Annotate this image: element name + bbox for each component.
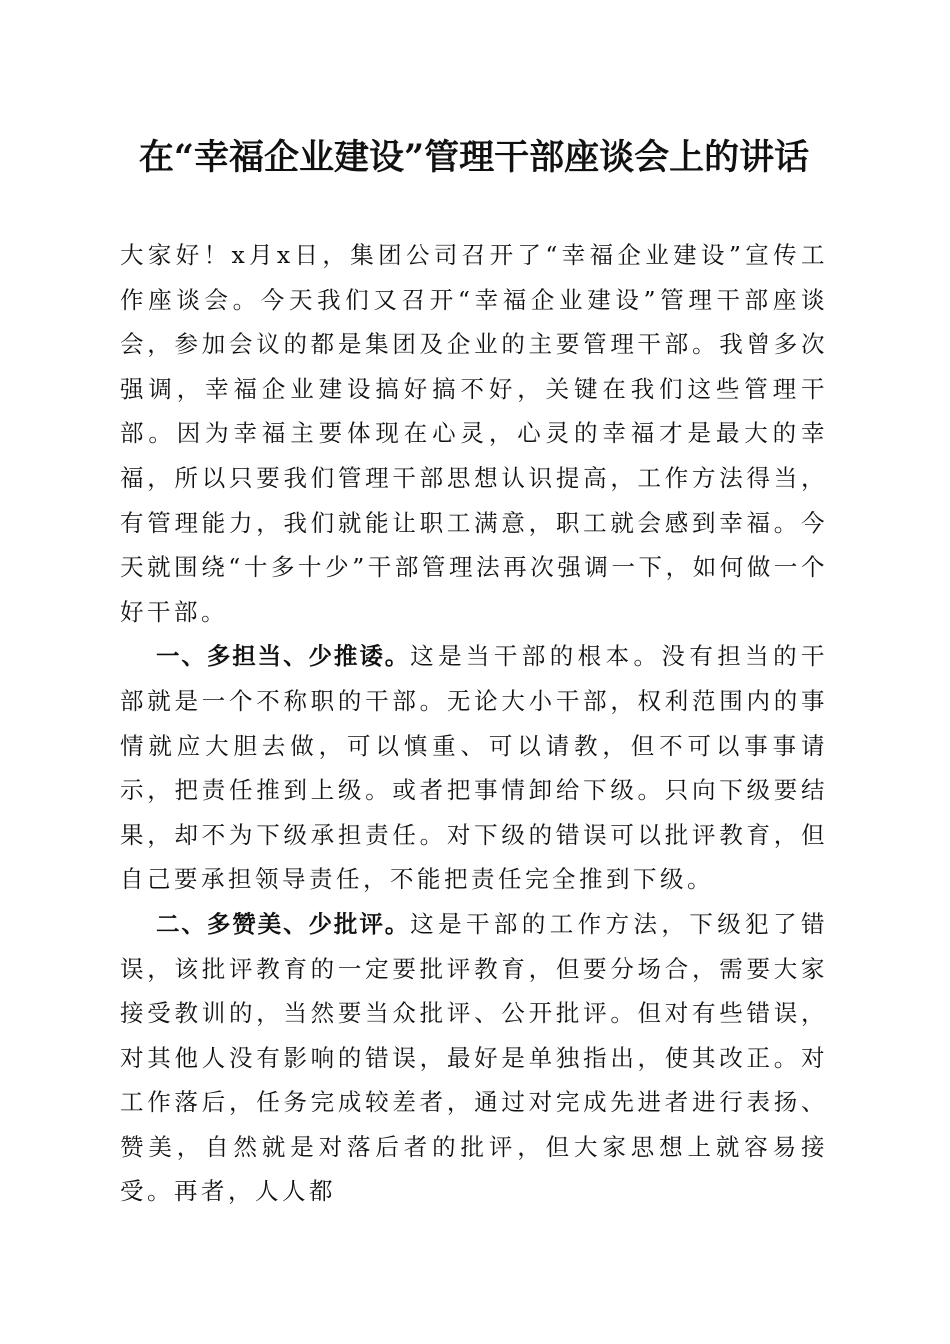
paragraph-intro-text: 大家好！x月x日，集团公司召开了“幸福企业建设”宣传工作座谈会。今天我们又召开“幸福企业建设”管理干部座谈会，参加会议的都是集团及企业的主要管理干部。我曾多次强调，幸福企业建设搞好搞不好，关键在我们这些管理干部。因为幸福主要体现在心灵，心灵的幸福才是最大的幸福，所以只要我们管理干部思想认识提高，工作方法得当，有管理能力，我们就能让职工满意，职工就会感到幸福。今天就围绕“十多十少”干部管理法再次强调一下，如何做一个好干部。 — [120, 241, 828, 626]
section-2-text: 这是干部的工作方法，下级犯了错误，该批评教育的一定要批评教育，但要分场合，需要大家接受教训的，当然要当众批评、公开批评。但对有些错误，对其他人没有影响的错误，最好是单独指出，使其改正。对工作落后，任务完成较差者，通过对完成先进者进行表扬、赞美，自然就是对落后者的批评，但大家思想上就容易接受。再者，人人都 — [120, 909, 829, 1206]
section-2-heading: 二、多赞美、少批评。 — [156, 909, 411, 938]
document-page — [120, 128, 828, 1214]
section-1-text: 这是当干部的根本。没有担当的干部就是一个不称职的干部。无论大小干部，权利范围内的事情就应大胆去做，可以慎重、可以请教，但不可以事事请示，把责任推到上级。或者把事情卸给下级。只向下级要结果，却不为下级承担责任。对下级的错误可以批评教育，但自己要承担领导责任，不能把责任完全推到下级。 — [120, 642, 829, 894]
section-1-heading: 一、多担当、少推诿。 — [156, 642, 411, 671]
document-title: 在“幸福企业建设”管理干部座谈会上的讲话 — [138, 137, 810, 178]
paragraph-section-1 — [120, 634, 828, 902]
document-body — [120, 233, 828, 1214]
paragraph-section-2 — [120, 902, 828, 1214]
paragraph-intro — [120, 233, 828, 634]
